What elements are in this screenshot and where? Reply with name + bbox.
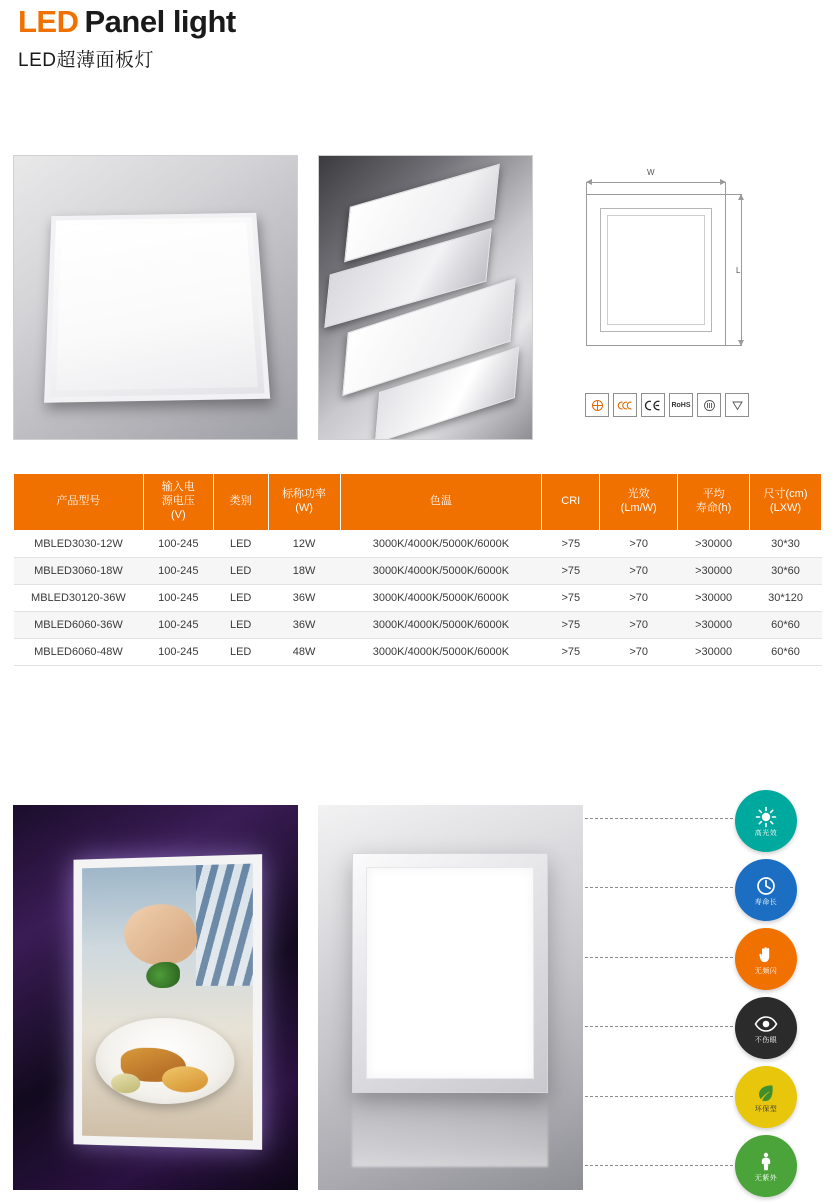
feature-label: 寿命长 [754, 899, 778, 906]
application-photo-lightbox [13, 805, 298, 1190]
cert-rohs-icon: RoHS [669, 393, 693, 417]
feature-label: 无紫外 [754, 1175, 778, 1182]
cell-lifetime: >30000 [678, 585, 750, 612]
cell-type: LED [213, 639, 268, 666]
cert-recycle-icon [725, 393, 749, 417]
leader-line [585, 1165, 733, 1166]
cell-power: 48W [268, 639, 340, 666]
cell-voltage: 100-245 [143, 639, 213, 666]
table-row [14, 558, 822, 585]
feature-label: 环保型 [754, 1106, 778, 1113]
cell-cct: 3000K/4000K/5000K/6000K [340, 531, 542, 558]
table-row [14, 585, 822, 612]
column-header-cct: 色温 [340, 474, 542, 531]
feature-badge-long-life [735, 859, 797, 921]
cell-power: 18W [268, 558, 340, 585]
cell-type: LED [213, 585, 268, 612]
column-header-size: 尺寸(cm) (LXW) [750, 474, 822, 531]
dimension-width-arrow [586, 182, 726, 183]
cell-model: MBLED6060-48W [14, 639, 144, 666]
cell-power: 36W [268, 612, 340, 639]
cell-cct: 3000K/4000K/5000K/6000K [340, 612, 542, 639]
sun-icon [753, 805, 779, 829]
cell-cct: 3000K/4000K/5000K/6000K [340, 585, 542, 612]
cell-size: 30*60 [750, 558, 822, 585]
panel-outline [586, 194, 726, 346]
cell-cri: >75 [542, 558, 600, 585]
feature-label: 高光效 [754, 830, 778, 837]
cell-size: 30*30 [750, 531, 822, 558]
leaf-icon [753, 1081, 779, 1105]
cell-lifetime: >30000 [678, 639, 750, 666]
cell-model: MBLED6060-36W [14, 612, 144, 639]
cell-efficacy: >70 [600, 558, 678, 585]
food-shape [111, 1073, 140, 1093]
column-header-type: 类别 [213, 474, 268, 531]
column-header-model: 产品型号 [14, 474, 144, 531]
dimension-drawing [578, 168, 758, 372]
cell-voltage: 100-245 [143, 558, 213, 585]
cell-cri: >75 [542, 612, 600, 639]
feature-badge-no-uv [735, 1135, 797, 1197]
column-header-lifetime: 平均 寿命(h) [678, 474, 750, 531]
background-stripes [196, 864, 253, 986]
eye-icon [753, 1012, 779, 1036]
cell-type: LED [213, 612, 268, 639]
cert-saso-icon [585, 393, 609, 417]
column-header-efficacy: 光效 (Lm/W) [600, 474, 678, 531]
lightbox-frame [73, 854, 262, 1150]
column-header-voltage: 输入电 源电压 (V) [143, 474, 213, 531]
dimension-length-arrow [741, 194, 742, 346]
dimension-length-label: L [736, 266, 741, 275]
cell-cct: 3000K/4000K/5000K/6000K [340, 558, 542, 585]
panel-outline-inner [600, 208, 712, 332]
cell-efficacy: >70 [600, 639, 678, 666]
column-header-power: 标称功率 (W) [268, 474, 340, 531]
cell-cri: >75 [542, 639, 600, 666]
cell-cri: >75 [542, 531, 600, 558]
feature-badge-list [735, 790, 801, 1204]
panel-diffuser [366, 867, 534, 1079]
panel-front-view [352, 853, 548, 1093]
panel-reflection [352, 1097, 548, 1167]
hand-icon [753, 943, 779, 967]
leader-line [585, 1096, 733, 1097]
cell-efficacy: >70 [600, 531, 678, 558]
panel-illustration [44, 213, 270, 403]
dimension-width-label: W [644, 168, 658, 177]
cell-type: LED [213, 558, 268, 585]
feature-badge-eye-friendly [735, 997, 797, 1059]
cell-cct: 3000K/4000K/5000K/6000K [340, 639, 542, 666]
cell-voltage: 100-245 [143, 531, 213, 558]
product-photo-panel-front [318, 805, 583, 1190]
title-led: LED [18, 4, 79, 39]
cell-efficacy: >70 [600, 585, 678, 612]
table-row [14, 612, 822, 639]
page-header [18, 6, 618, 72]
cell-cri: >75 [542, 585, 600, 612]
feature-badge-no-flicker [735, 928, 797, 990]
feature-badge-eco [735, 1066, 797, 1128]
person-icon [753, 1150, 779, 1174]
lightbox-image [82, 864, 253, 1141]
cell-lifetime: >30000 [678, 558, 750, 585]
leader-line [585, 957, 733, 958]
product-photo-panel-stack [318, 155, 533, 440]
cell-lifetime: >30000 [678, 531, 750, 558]
title-rest: Panel light [84, 4, 236, 39]
cell-voltage: 100-245 [143, 612, 213, 639]
leader-line [585, 887, 733, 888]
cell-model: MBLED30120-36W [14, 585, 144, 612]
feature-label: 不伤眼 [754, 1037, 778, 1044]
leader-line [585, 1026, 733, 1027]
cert-ip-icon [697, 393, 721, 417]
leader-line [585, 818, 733, 819]
cell-efficacy: >70 [600, 612, 678, 639]
certification-badges [585, 393, 749, 417]
cert-ce-icon [641, 393, 665, 417]
cell-power: 36W [268, 585, 340, 612]
product-photo-panel-angled [13, 155, 298, 440]
column-header-cri: CRI [542, 474, 600, 531]
herb-shape [146, 962, 180, 988]
clock-icon [753, 874, 779, 898]
cell-power: 12W [268, 531, 340, 558]
cell-size: 60*60 [750, 639, 822, 666]
cell-voltage: 100-245 [143, 585, 213, 612]
feature-badge-high-efficacy [735, 790, 797, 852]
cell-size: 60*60 [750, 612, 822, 639]
food-shape [162, 1066, 208, 1093]
cell-size: 30*120 [750, 585, 822, 612]
page-subtitle: LED超薄面板灯 [18, 49, 154, 71]
cell-type: LED [213, 531, 268, 558]
table-header-row [14, 474, 822, 531]
panel-outline-inner2 [607, 215, 705, 325]
cell-model: MBLED3030-12W [14, 531, 144, 558]
table-row [14, 531, 822, 558]
cell-lifetime: >30000 [678, 612, 750, 639]
cell-model: MBLED3060-18W [14, 558, 144, 585]
page-title [18, 6, 618, 39]
cert-ccc-icon [613, 393, 637, 417]
specification-table [13, 473, 822, 666]
table-row [14, 639, 822, 666]
feature-label: 无频闪 [754, 968, 778, 975]
